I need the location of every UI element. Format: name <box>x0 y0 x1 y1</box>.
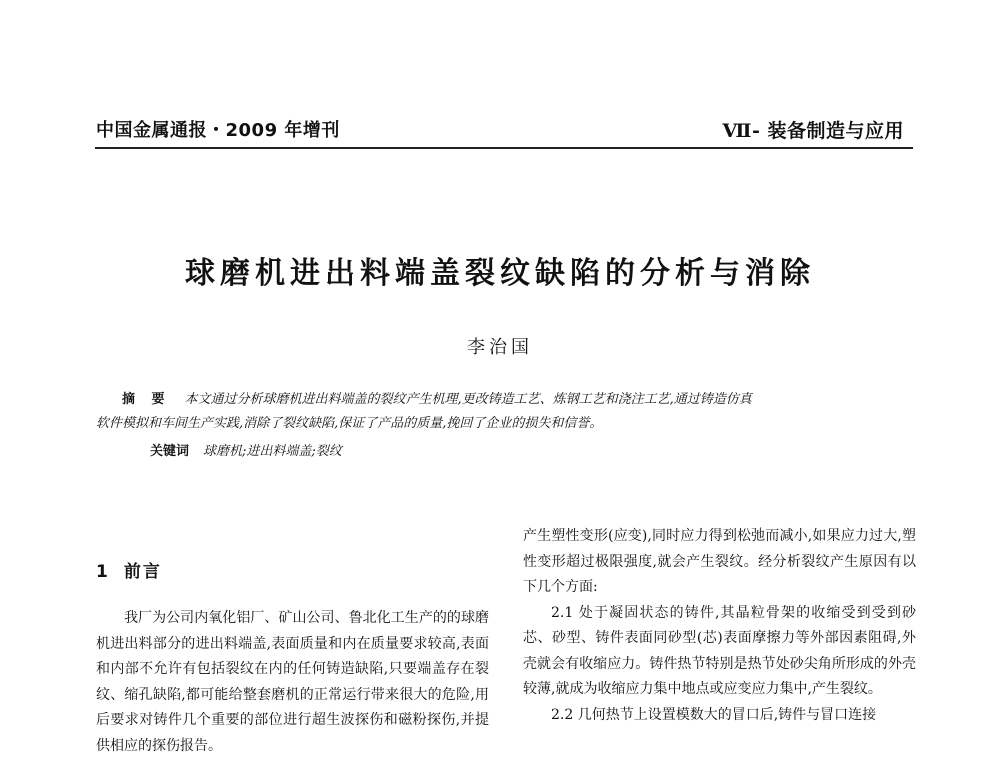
body-paragraph: 2.2 几何热节上设置模数大的冒口后,铸件与冒口连接 <box>551 706 877 723</box>
body-paragraph: 产生塑性变形(应变),同时应力得到松弛而减小,如果应力过大,塑性变形超过极限强度,就会产生裂纹。经分析裂纹产生原因有以下几个方面: <box>523 528 916 595</box>
abstract-label: 摘 要 <box>122 392 171 407</box>
body-paragraph: 2.1 处于凝固状态的铸件,其晶粒骨架的收缩受到受到砂芯、砂型、铸件表面同砂型(芯)表面摩擦力等外部因素阻碍,外壳就会有收缩应力。铸件热节特别是热节处砂尖角所形成的外壳较薄,就成为收缩应力集中地点或应变应力集中,产生裂纹。 <box>523 604 916 697</box>
article-title: 球磨机进出料端盖裂纹缺陷的分析与消除 <box>185 256 815 291</box>
abstract-text-line1: 本文通过分析球磨机进出料端盖的裂纹产生机理,更改铸造工艺、炼钢工艺和浇注工艺,通过铸造仿真 <box>184 392 752 407</box>
abstract <box>122 388 882 412</box>
section-header: Ⅶ- 装备制造与应用 <box>722 120 904 142</box>
journal-header: 中国金属通报・2009 年增刊 <box>96 120 340 141</box>
body-paragraph: 我厂为公司内氧化铝厂、矿山公司、鲁北化工生产的的球磨机进出料部分的进出料端盖,表面质量和内在质量要求较高,表面和内部不允许有包括裂纹在内的任何铸造缺陷,只要端盖存在裂纹、缩孔缺陷,都可能给整套磨机的正常运行带来很大的危险,用后要求对铸件几个重要的部位进行超生波探伤和磁粉探伤,并提供相应的探伤报告。 <box>96 610 489 754</box>
right-column <box>523 524 916 728</box>
article-author: 李治国 <box>467 337 533 358</box>
keywords-text: 球磨机;进出料端盖;裂纹 <box>203 444 342 459</box>
section-number: 1 <box>96 562 110 582</box>
keywords-label: 关键词 <box>150 444 190 459</box>
header-divider <box>95 147 913 149</box>
keywords <box>150 440 342 459</box>
left-column <box>96 557 489 759</box>
section-title: 前言 <box>123 562 162 582</box>
abstract-text-line2: 软件模拟和车间生产实践,消除了裂纹缺陷,保证了产品的质量,挽回了企业的损失和信誉。 <box>96 416 603 431</box>
section-heading <box>96 557 489 582</box>
